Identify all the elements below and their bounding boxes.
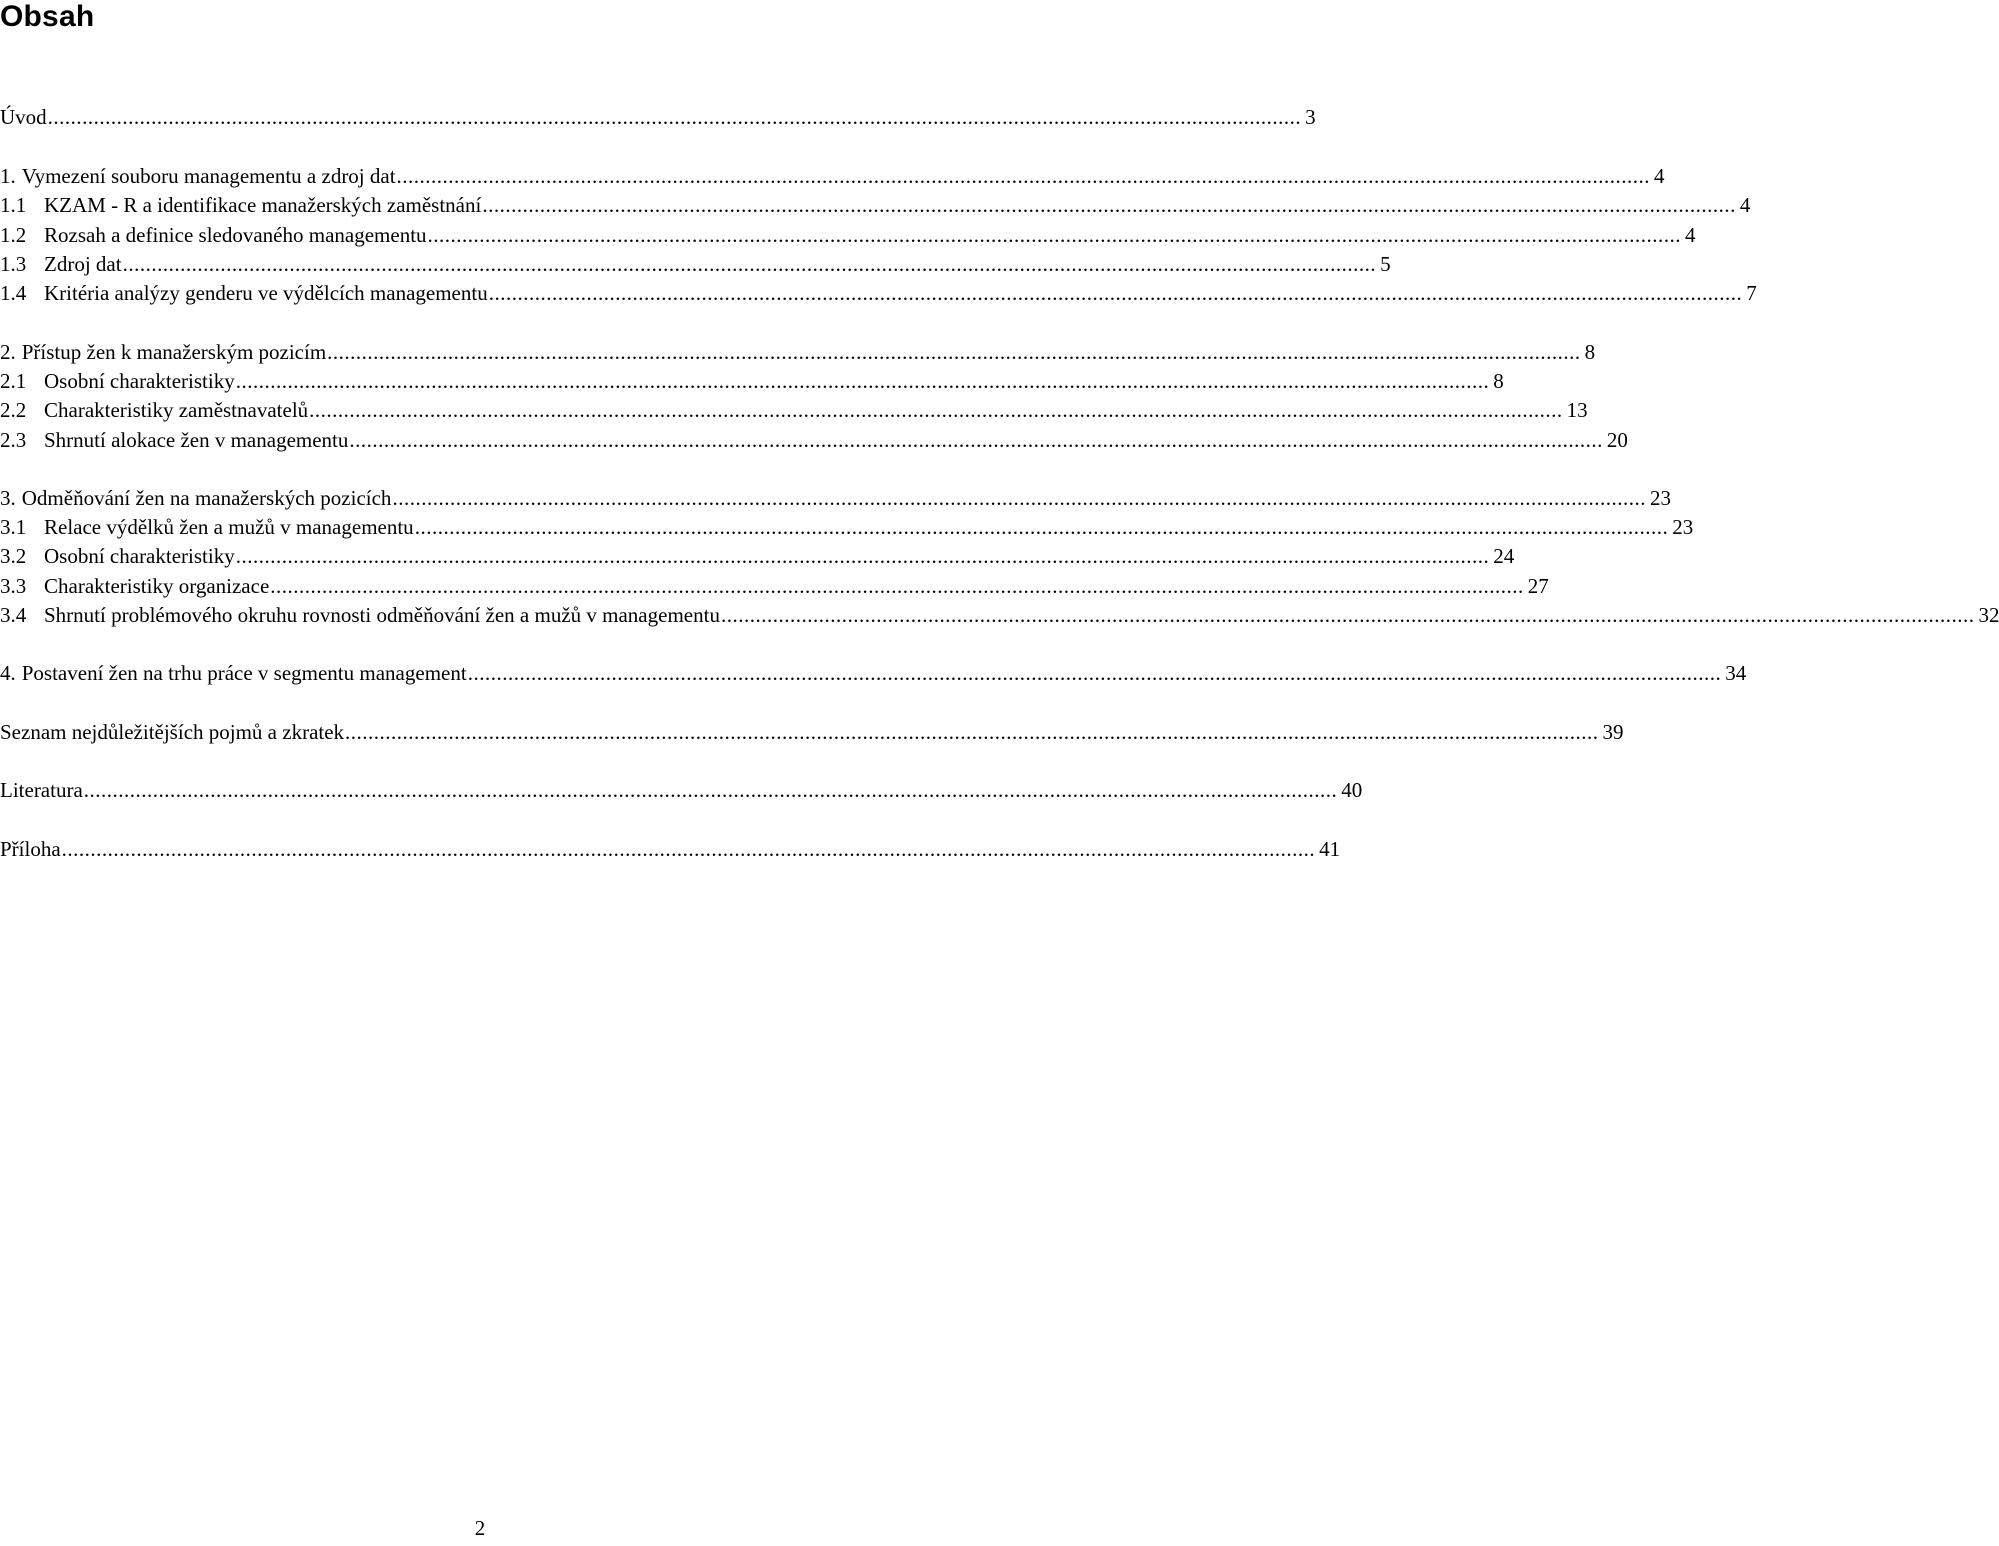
toc-entry-number: 1.2 <box>0 223 27 247</box>
toc-entry-title: Příloha <box>0 837 61 861</box>
toc-dot-leader: .......................................................................................................................................................................................................................... <box>235 369 1490 393</box>
toc-entry-appendix[interactable] <box>0 835 1341 863</box>
toc-entry-title: Literatura <box>0 778 83 802</box>
toc-dot-leader: .......................................................................................................................................................................................................................... <box>309 398 1563 422</box>
toc-entry-number: 3.4 <box>0 603 27 627</box>
toc-entry-title: Vymezení souboru managementu a zdroj dat <box>21 164 396 188</box>
toc-entry-section-2-2[interactable] <box>0 396 1588 424</box>
toc-entry-chapter-1[interactable] <box>0 162 1665 190</box>
toc-entry-number: 3. <box>0 486 16 510</box>
toc-entry-glossary[interactable] <box>0 718 1624 746</box>
toc-entry-title: Relace výdělků žen a mužů v managementu <box>44 515 414 539</box>
toc-entry-chapter-4[interactable] <box>0 659 1747 687</box>
toc-entry-page: 20 <box>1606 428 1628 452</box>
toc-entry-page: 23 <box>1672 515 1694 539</box>
toc-entry-section-3-1[interactable] <box>0 513 1694 541</box>
toc-entry-title: Rozsah a definice sledovaného managementu <box>44 223 427 247</box>
toc-entry-number: 1. <box>0 164 16 188</box>
toc-entry-page: 5 <box>1380 252 1391 276</box>
toc-entry-number: 3.2 <box>0 544 27 568</box>
toc-entry-number: 2. <box>0 340 16 364</box>
toc-entry-title: Odměňování žen na manažerských pozicích <box>21 486 392 510</box>
toc-dot-leader: .......................................................................................................................................................................................................................... <box>482 193 1736 217</box>
toc-entry-page: 4 <box>1654 164 1665 188</box>
toc-entry-title: Charakteristiky organizace <box>44 574 270 598</box>
toc-entry-number: 1.4 <box>0 281 27 305</box>
toc-entry-number: 1.3 <box>0 252 27 276</box>
toc-entry-page: 8 <box>1493 369 1504 393</box>
toc-entry-page: 8 <box>1584 340 1596 364</box>
toc-entry-section-1-2[interactable] <box>0 221 1696 249</box>
toc-dot-leader: .......................................................................................................................................................................................................................... <box>488 281 1743 305</box>
toc-entry-section-1-3[interactable] <box>0 250 1391 278</box>
toc-entry-section-2-3[interactable] <box>0 426 1628 454</box>
toc-dot-leader: .......................................................................................................................................................................................................................... <box>414 515 1669 539</box>
toc-entry-page: 7 <box>1746 281 1757 305</box>
toc-entry-number: 2.3 <box>0 428 27 452</box>
toc-dot-leader: .......................................................................................................................................................................................................................... <box>427 223 1682 247</box>
toc-dot-leader: .......................................................................................................................................................................................................................... <box>47 105 1302 129</box>
toc-dot-leader: .......................................................................................................................................................................................................................... <box>467 661 1722 685</box>
toc-entry-title: Seznam nejdůležitějších pojmů a zkratek <box>0 720 345 744</box>
toc-entry-title: Osobní charakteristiky <box>44 544 235 568</box>
toc-entry-section-3-2[interactable] <box>0 542 1515 570</box>
page-title: Obsah <box>0 0 95 33</box>
toc-entry-number: 2.2 <box>0 398 27 422</box>
toc-entry-number: 4. <box>0 661 16 685</box>
toc-entry-title: Shrnutí alokace žen v managementu <box>44 428 349 452</box>
toc-entry-chapter-3[interactable] <box>0 484 1671 512</box>
toc-dot-leader: .......................................................................................................................................................................................................................... <box>270 574 1524 598</box>
toc-entry-number: 1.1 <box>0 193 27 217</box>
toc-entry-page: 24 <box>1493 544 1515 568</box>
toc-entry-section-1-1[interactable] <box>0 191 1751 219</box>
toc-dot-leader: .......................................................................................................................................................................................................................... <box>61 837 1316 861</box>
toc-entry-page: 4 <box>1685 223 1696 247</box>
toc-dot-leader: .......................................................................................................................................................................................................................... <box>83 778 1338 802</box>
toc-entry-page: 41 <box>1319 837 1341 861</box>
toc-dot-leader: .......................................................................................................................................................................................................................... <box>720 603 1975 627</box>
toc-entry-page: 23 <box>1649 486 1671 510</box>
toc-entry-section-3-4[interactable] <box>0 601 1999 629</box>
toc-entry-chapter-2[interactable] <box>0 338 1596 366</box>
toc-entry-page: 40 <box>1341 778 1363 802</box>
toc-entry-title: Kritéria analýzy genderu ve výdělcích managementu <box>44 281 488 305</box>
toc-entry-title: Charakteristiky zaměstnavatelů <box>44 398 309 422</box>
toc-entry-title: Zdroj dat <box>44 252 122 276</box>
toc-entry-page: 32 <box>1978 603 1999 627</box>
toc-dot-leader: .......................................................................................................................................................................................................................... <box>392 486 1646 510</box>
toc-entry-number: 3.1 <box>0 515 27 539</box>
toc-entry-page: 39 <box>1602 720 1624 744</box>
toc-entry-title: Úvod <box>0 105 47 129</box>
toc-entry-page: 27 <box>1527 574 1549 598</box>
toc-dot-leader: .......................................................................................................................................................................................................................... <box>235 544 1490 568</box>
toc-entry-title: Osobní charakteristiky <box>44 369 235 393</box>
toc-dot-leader: .......................................................................................................................................................................................................................... <box>396 164 1651 188</box>
toc-dot-leader: .......................................................................................................................................................................................................................... <box>349 428 1603 452</box>
toc-entry-uvod[interactable] <box>0 103 1316 131</box>
toc-dot-leader: .......................................................................................................................................................................................................................... <box>345 720 1599 744</box>
toc-entry-number: 3.3 <box>0 574 27 598</box>
toc-entry-title: Přístup žen k manažerským pozicím <box>21 340 327 364</box>
toc-entry-number: 2.1 <box>0 369 27 393</box>
toc-entry-page: 13 <box>1566 398 1588 422</box>
toc-dot-leader: .......................................................................................................................................................................................................................... <box>122 252 1377 276</box>
toc-entry-literature[interactable] <box>0 776 1363 804</box>
toc-entry-section-3-3[interactable] <box>0 572 1549 600</box>
toc-entry-title: Shrnutí problémového okruhu rovnosti odměňování žen a mužů v managementu <box>44 603 720 627</box>
toc-entry-section-1-4[interactable] <box>0 279 1757 307</box>
toc-entry-title: Postavení žen na trhu práce v segmentu management <box>21 661 467 685</box>
toc-entry-page: 3 <box>1305 105 1316 129</box>
toc-entry-page: 34 <box>1725 661 1747 685</box>
toc-entry-page: 4 <box>1739 193 1751 217</box>
toc-entry-title: KZAM - R a identifikace manažerských zaměstnání <box>44 193 482 217</box>
toc-dot-leader: .......................................................................................................................................................................................................................... <box>327 340 1581 364</box>
toc-entry-section-2-1[interactable] <box>0 367 1504 395</box>
page-number: 2 <box>474 1516 486 1540</box>
